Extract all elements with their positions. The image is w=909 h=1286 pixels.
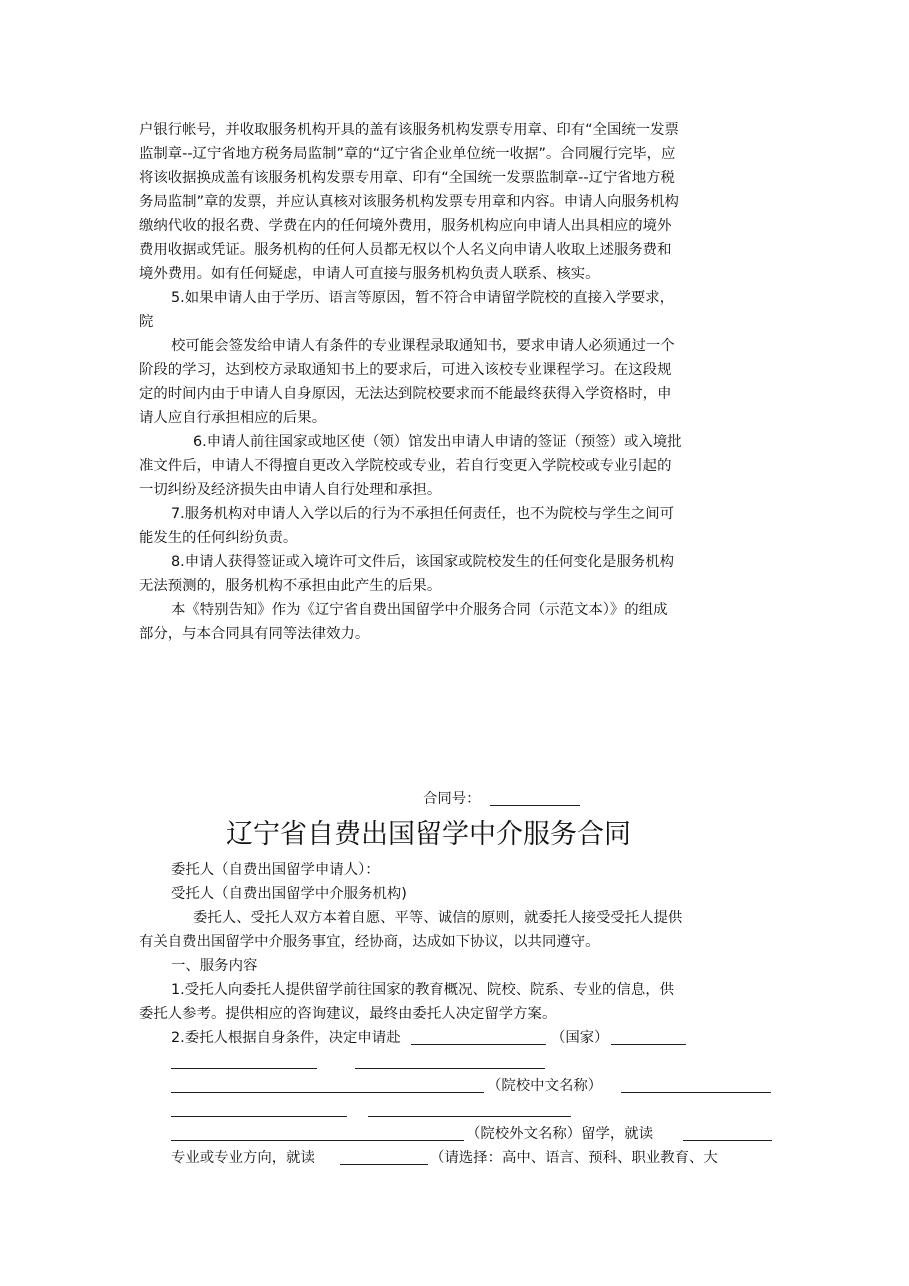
school-cn-label: （院校中文名称）	[487, 1078, 603, 1094]
notice-line: 5.如果申请人由于学历、语言等原因，暂不符合申请留学院校的直接入学要求，	[171, 290, 675, 306]
country-field[interactable]	[411, 1044, 546, 1045]
notice-line: 户银行帐号，并收取服务机构开具的盖有该服务机构发票专用章、印有“全国统一发票	[139, 122, 679, 138]
notice-line: 请人应自行承担相应的后果。	[139, 410, 327, 426]
notice-line: 将该收据换成盖有该服务机构发票专用章、印有“全国统一发票监制章--辽宁省地方税	[139, 170, 675, 186]
notice-line: 务局监制”章的发票，并应认真核对该服务机构发票专用章和内容。申请人向服务机构	[139, 194, 679, 210]
program-field[interactable]	[683, 1140, 772, 1141]
major-field[interactable]	[340, 1164, 428, 1165]
notice-line: 院	[139, 314, 154, 330]
section-heading: 一、服务内容	[171, 958, 258, 974]
school-cn-extra-field[interactable]	[621, 1092, 771, 1093]
notice-line: 本《特别告知》作为《辽宁省自费出国留学中介服务合同（示范文本）》的组成	[171, 602, 668, 618]
notice-line: 阶段的学习，达到校方录取通知书上的要求后，可进入该校专业课程学习。在这段规	[139, 362, 672, 378]
major-prefix: 专业或专业方向，就读	[171, 1150, 315, 1166]
notice-line: 缴纳代收的报名费、学费在内的任何境外费用，服务机构应向申请人出具相应的境外	[139, 218, 672, 234]
notice-line: 费用收据或凭证。服务机构的任何人员都无权以个人名义向申请人收取上述服务费和	[139, 242, 672, 258]
school-cn-field[interactable]	[171, 1092, 484, 1093]
notice-line: 能发生的任何纠纷负责。	[139, 530, 298, 546]
contract-number-label: 合同号：	[423, 791, 481, 807]
notice-line: 一切纠纷及经济损失由申请人自行处理和承担。	[139, 482, 442, 498]
intro-line: 有关自费出国留学中介服务事宜，经协商，达成如下协议，以共同遵守。	[139, 934, 600, 950]
blank-field[interactable]	[355, 1068, 545, 1069]
notice-line: 部分，与本合同具有同等法律效力。	[139, 626, 370, 642]
item-line: 委托人参考。提供相应的咨询建议，最终由委托人决定留学方案。	[139, 1006, 557, 1022]
level-options: （请选择：高中、语言、预科、职业教育、大	[430, 1150, 718, 1166]
notice-line: 8.申请人获得签证或入境许可文件后，该国家或院校发生的任何变化是服务机构	[171, 554, 675, 570]
country-label: （国家）	[551, 1030, 609, 1046]
country-extra-field[interactable]	[611, 1044, 686, 1045]
item-line: 1.受托人向委托人提供留学前往国家的教育概况、院校、院系、专业的信息，供	[171, 982, 675, 998]
notice-line: 7.服务机构对申请人入学以后的行为不承担任何责任，也不为院校与学生之间可	[171, 506, 675, 522]
notice-line: 准文件后，申请人不得擅自更改入学院校或专业，若自行变更入学院校或专业引起的	[139, 458, 672, 474]
blank-field[interactable]	[171, 1068, 317, 1069]
blank-field[interactable]	[171, 1116, 347, 1117]
school-en-label: （院校外文名称）留学，就读	[466, 1126, 654, 1142]
notice-line: 定的时间内由于申请人自身原因，无法达到院校要求而不能最终获得入学资格时，申	[139, 386, 672, 402]
school-en-field[interactable]	[171, 1140, 464, 1141]
agent-line: 受托人（自费出国留学中介服务机构)	[171, 886, 407, 902]
contract-title: 辽宁省自费出国留学中介服务合同	[226, 819, 631, 850]
principal-line: 委托人（自费出国留学申请人）：	[171, 862, 380, 878]
notice-line: 6.申请人前往国家或地区使（领）馆发出申请人申请的签证（预签）或入境批	[193, 434, 682, 450]
notice-line: 无法预测的，服务机构不承担由此产生的后果。	[139, 578, 442, 594]
intro-line: 委托人、受托人双方本着自愿、平等、诚信的原则，就委托人接受受托人提供	[193, 910, 683, 926]
blank-field[interactable]	[368, 1116, 571, 1117]
notice-line: 监制章--辽宁省地方税务局监制”章的“辽宁省企业单位统一收据”。合同履行完毕，应	[139, 146, 676, 162]
contract-number-field[interactable]	[490, 805, 580, 806]
notice-line: 校可能会签发给申请人有条件的专业课程录取通知书，要求申请人必须通过一个	[171, 338, 675, 354]
item2-prefix: 2.委托人根据自身条件，决定申请赴	[171, 1030, 401, 1046]
notice-line: 境外费用。如有任何疑虑，申请人可直接与服务机构负责人联系、核实。	[139, 266, 600, 282]
